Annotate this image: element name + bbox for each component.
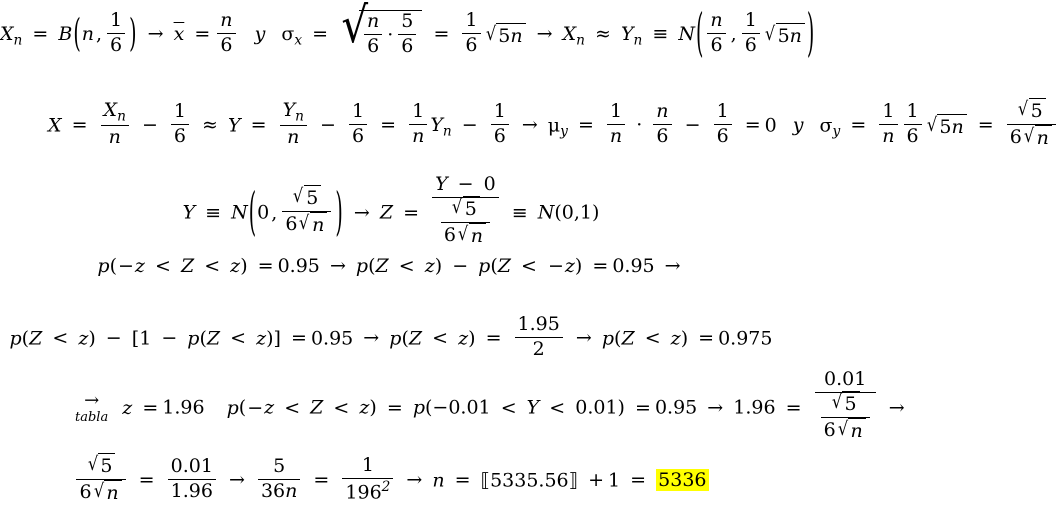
line-4-expression: p(−z < Z < z) = 0.95 → p(Z < z) − p(Z < −z) = 0.95 → (97, 255, 681, 277)
line-3-expression: Y ≡ N(0 , √ $\frac{5}{6 √ n}$ ) → Z = Y − 0 √ $\frac{5}{6 √ n}$ ≡ N(0,1) (183, 175, 600, 252)
equation-line-2 (48, 100, 1059, 153)
line-6-expression: → tabla z = 1.96 p(−z < Z < z) = p(−0.01 < Y < 0.01) = 0.95 → 1.96 = 0.01 √ $\frac{5}{6 √ n}$ → (75, 370, 909, 447)
line-5-expression: p(Z < z) − [1 − p(Z < z)] = 0.95 → p(Z < z) = $\frac{1.95}{2}$ → p(Z < z) = 0.975 (9, 313, 773, 360)
binomial-B: B (58, 23, 73, 46)
equation-line-5 (0, 315, 782, 364)
equation-line-3 (0, 175, 782, 252)
floor-value: 5335.56 (490, 469, 569, 492)
var-Xn: $X_n$ (0, 23, 23, 49)
equation-line-4 (0, 255, 782, 277)
equation-line-7 (0, 455, 782, 508)
equation-line-6 (75, 370, 909, 447)
tabla-text: tabla (75, 410, 109, 426)
arrow-tabla-label: → tabla (75, 390, 109, 426)
equation-line-1 (0, 4, 815, 64)
line-2-expression: X = $\frac{X_n}{n}$ − $\frac{1}{6}$ ≈ Y = $\frac{Y_n}{n}$ − $\frac{1}{6}$ = $\frac{1}{n}$ $Y_n$ − $\frac{1}{6}$ → $\mu_y$ = $\frac{1}{n}$ · $\frac{n}{6}$ − $\frac{1}{6}$ = 0 y $\sigma_y$ = $\frac{1}{n}$ $\frac{1}{6}$ √ 5n = √ $\frac{5}{6 √ n}$ (48, 100, 1059, 153)
line-7-expression: √ $\frac{5}{6 √ n}$ = $\frac{0.01}{1.96}$ → $\frac{5}{36n}$ = $\frac{1}{196^2}$ → n = ⟦5335.56⟧ + 1 = 5336 (73, 455, 708, 508)
final-answer-highlight: 5336 (658, 469, 707, 492)
line-1-expression: $X_n = B(n$ , $\frac{1}{6}$ ) → $\overline{x}$ = $\frac{n}{6}$ y $\sigma_x$ = √ $\frac{n}{6}$ · $\frac{5}{6}$ = $\frac{1}{6}$ √ $5n \to X_n \approx Y_n \equiv N$( $\frac{n}{6}$ , $\frac{1}{6}$ √ 5n ) (0, 10, 815, 61)
